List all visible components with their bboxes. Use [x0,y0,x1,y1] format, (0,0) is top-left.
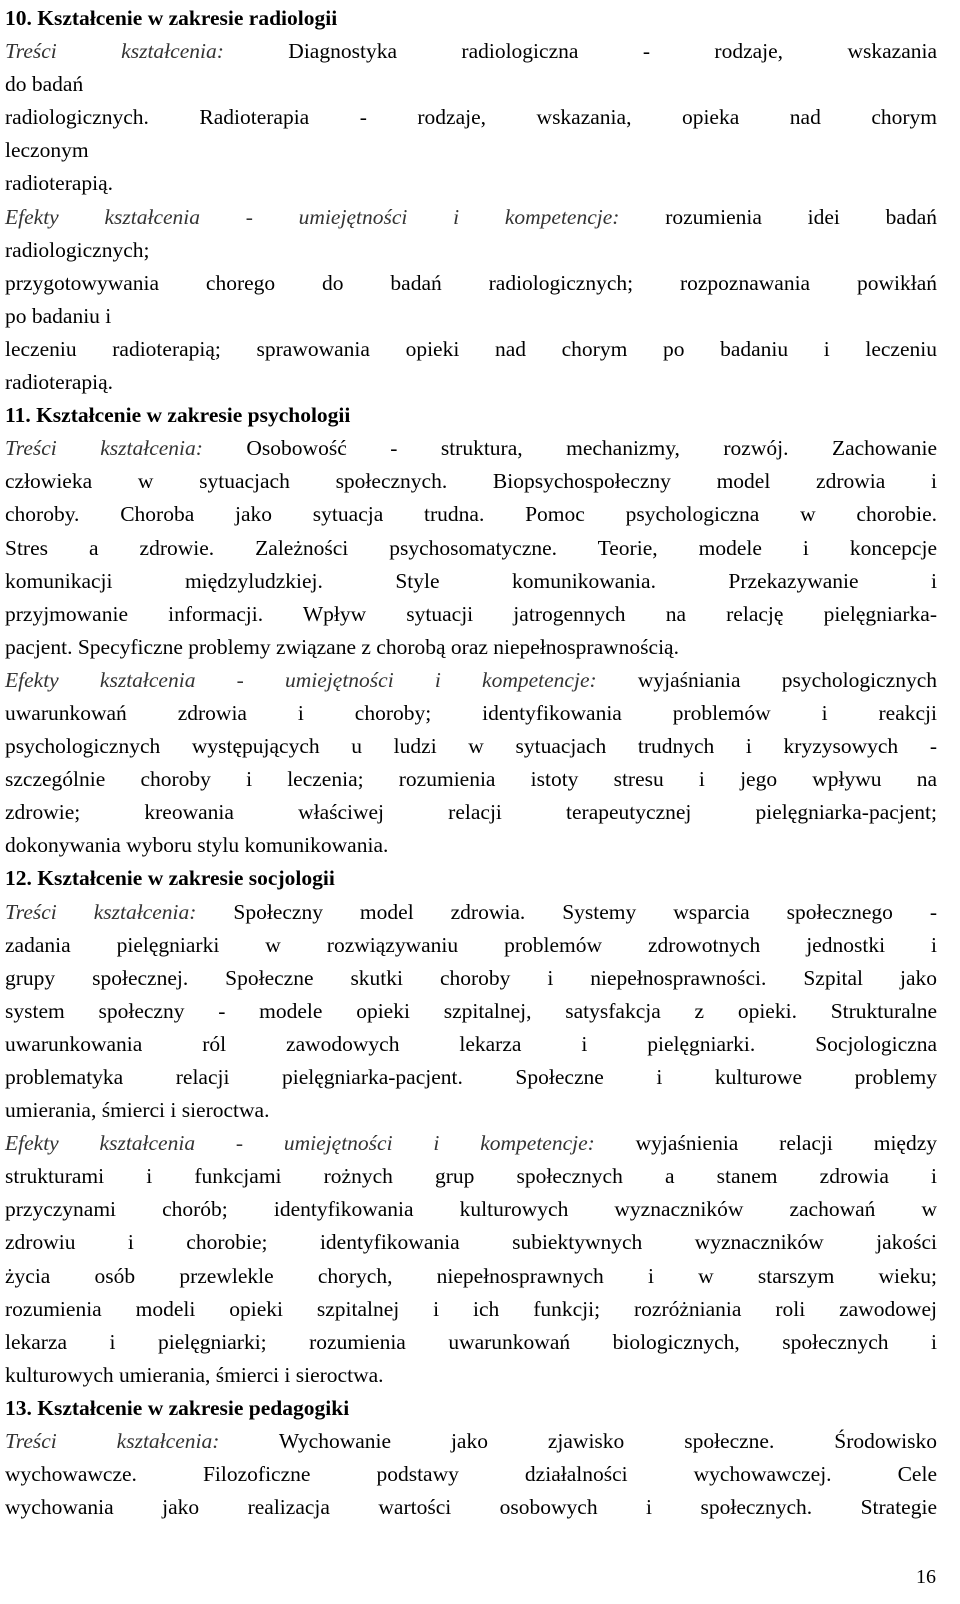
text-line [5,432,937,465]
text-line [5,631,937,664]
line-text: kulturowych umierania, śmierci i sieroctwa. [5,1362,384,1387]
line-text: przygotowywania chorego do badań radiologicznych; rozpoznawania powikłań [5,270,937,295]
line-text: po badaniu i [5,303,112,328]
text-line [5,498,937,531]
line-text: zdrowiu i chorobie; identyfikowania subiektywnych wyznaczników jakości [5,1230,937,1255]
text-line [5,962,937,995]
line-text: zadania pielęgniarki w rozwiązywaniu problemów zdrowotnych jednostki i [5,932,937,957]
line-text: szczególnie choroby i leczenia; rozumienia istoty stresu i jego wpływu na [5,767,937,792]
line-text: przyjmowanie informacji. Wpływ sytuacji jatrogennych na relację pielęgniarka- [5,601,937,626]
text-line [5,929,937,962]
text-line [5,267,937,300]
text-line [5,829,937,862]
text-line [5,664,937,697]
section-label: Treści kształcenia: [5,39,224,64]
text-line [5,1226,937,1259]
document-body [5,2,937,1524]
line-text: Wychowanie jako zjawisko społeczne. Środowisko [219,1429,937,1454]
section-label: Treści kształcenia: [5,436,203,461]
line-text: radiologicznych. Radioterapia - rodzaje, wskazania, opieka nad chorym [5,105,937,130]
line-text: leczeniu radioterapią; sprawowania opieki nad chorym po badaniu i leczeniu [5,336,937,361]
line-text: problematyka relacji pielęgniarka-pacjent. Społeczne i kulturowe problemy [5,1065,937,1089]
text-line [5,1061,937,1094]
line-text: uwarunkowania ról zawodowych lekarza i pielęgniarki. Socjologiczna [5,1031,937,1056]
text-line [5,796,937,829]
line-text: zdrowie; kreowania właściwej relacji terapeutycznej pielęgniarka-pacjent; [5,800,937,825]
line-text: do badań [5,72,84,97]
line-text: przyczynami chorób; identyfikowania kulturowych wyznaczników zachowań w [5,1197,937,1222]
line-text: dokonywania wyboru stylu komunikowania. [5,833,389,858]
text-line [5,134,937,167]
line-text: Społeczny model zdrowia. Systemy wsparcia społecznego - [196,899,937,924]
text-line [5,763,937,796]
text-line [5,1127,937,1160]
line-text: Osobowość - struktura, mechanizmy, rozwój. Zachowanie [202,436,937,461]
text-line [5,1491,937,1524]
line-text: radioterapią. [5,370,114,395]
text-line [5,35,937,68]
text-line [5,896,937,929]
text-line [5,167,937,200]
line-text: wyjaśnienia relacji między [594,1131,937,1156]
text-line [5,1094,937,1127]
section-label: Treści kształcenia: [5,899,197,924]
text-line [5,1458,937,1491]
line-text: rozumienia idei badań [619,204,937,229]
line-text: grupy społecznej. Społeczne skutki choroby i niepełnosprawności. Szpital jako [5,965,937,990]
line-text: wychowawcze. Filozoficzne podstawy działalności wychowawczej. Cele [5,1462,937,1487]
text-line [5,300,937,333]
section-label: Treści kształcenia: [5,1429,220,1454]
page-number: 16 [916,1566,936,1588]
line-text: strukturami i funkcjami rożnych grup społecznych a stanem zdrowia i [5,1164,937,1189]
line-text: leczonym [5,138,89,163]
line-text: radiologicznych; [5,237,150,262]
text-line [5,366,937,399]
section-heading: 13. Kształcenie w zakresie pedagogiki [5,1395,350,1420]
text-line [5,465,937,498]
line-text: człowieka w sytuacjach społecznych. Biopsychospołeczny model zdrowia i [5,469,937,494]
text-line [5,333,937,366]
line-text: rozumienia modeli opieki szpitalnej i ich funkcji; rozróżniania roli zawodowej [5,1296,937,1321]
text-line [5,598,937,631]
text-line [5,101,937,134]
line-text: wychowania jako realizacja wartości osobowych i społecznych. Strategie [5,1495,937,1520]
section-label: Efekty kształcenia - umiejętności i kompetencje: [5,204,620,229]
text-line [5,995,937,1028]
line-text: system społeczny - modele opieki szpitalnej, satysfakcja z opieki. Strukturalne [5,998,937,1023]
section-heading: 12. Kształcenie w zakresie socjologii [5,866,335,891]
text-line [5,1425,937,1458]
text-line [5,1193,937,1226]
text-line [5,1293,937,1326]
line-text: uwarunkowań zdrowia i choroby; identyfikowania problemów i reakcji [5,700,937,725]
text-line [5,565,937,598]
text-line [5,234,937,267]
line-text: lekarza i pielęgniarki; rozumienia uwarunkowań biologicznych, społecznych i [5,1329,937,1354]
text-line [5,532,937,565]
text-line [5,1359,937,1392]
line-text: komunikacji międzyludzkiej. Style komunikowania. Przekazywanie i [5,568,937,593]
text-line [5,1160,937,1193]
line-text: życia osób przewlekle chorych, niepełnosprawnych i w starszym wieku; [5,1263,937,1288]
section-label: Efekty kształcenia - umiejętności i kompetencje: [5,667,597,692]
line-text: Diagnostyka radiologiczna - rodzaje, wskazania [223,39,937,64]
line-text: radioterapią. [5,171,114,196]
section-label: Efekty kształcenia - umiejętności i kompetencje: [5,1131,595,1156]
line-text: psychologicznych występujących u ludzi w sytuacjach trudnych i kryzysowych - [5,734,937,759]
section-heading: 11. Kształcenie w zakresie psychologii [5,403,351,428]
text-line [5,730,937,763]
text-line [5,697,937,730]
line-text: Stres a zdrowie. Zależności psychosomatyczne. Teorie, modele i koncepcje [5,535,937,560]
text-line [5,1028,937,1061]
line-text: umierania, śmierci i sieroctwa. [5,1098,270,1123]
text-line [5,1260,937,1293]
line-text: choroby. Choroba jako sytuacja trudna. Pomoc psychologiczna w chorobie. [5,502,937,527]
text-line [5,68,937,101]
line-text: wyjaśniania psychologicznych [596,667,937,692]
text-line [5,201,937,234]
section-heading: 10. Kształcenie w zakresie radiologii [5,6,338,30]
text-line [5,1326,937,1359]
line-text: pacjent. Specyficzne problemy związane z chorobą oraz niepełnosprawnością. [5,634,679,659]
